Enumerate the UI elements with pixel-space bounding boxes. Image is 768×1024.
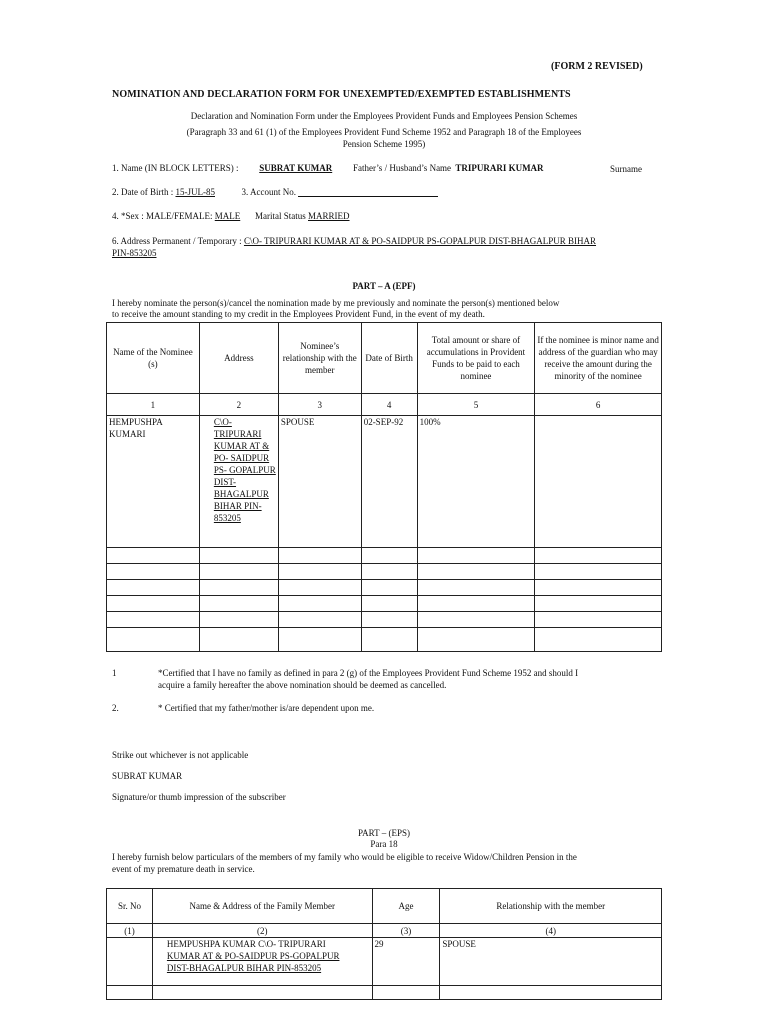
sex-field-row: [112, 211, 350, 221]
father-name-value: TRIPURARI KUMAR: [455, 163, 544, 173]
family-sr-no-cell: [107, 938, 153, 986]
form-paragraph-ref-cont: Pension Scheme 1995): [342, 139, 426, 149]
subscriber-name: SUBRAT KUMAR: [112, 771, 183, 781]
dob-value: 15-JUL-85: [175, 187, 215, 197]
epf-nominee-table: [106, 322, 662, 652]
col-number: 5: [417, 394, 535, 416]
nominee-dob-cell: 02-SEP-92: [361, 416, 417, 548]
nominee-guardian-cell: [535, 416, 662, 548]
family-name-address-line: HEMPUSHPA KUMAR C\O- TRIPURARI: [166, 939, 326, 949]
eps-family-table: [106, 888, 662, 1000]
form-paragraph-ref: (Paragraph 33 and 61 (1) of the Employees Provident Fund Scheme 1952 and Paragraph 18 of the Employees: [186, 127, 582, 137]
account-number-blank: [298, 186, 438, 197]
table-row-empty: [107, 548, 662, 564]
col-header-address: Address: [199, 323, 278, 394]
col-number: (4): [440, 924, 662, 938]
part-a-intro-cont: to receive the amount standing to my credit in the Employees Provident Fund, in the event of my death.: [112, 309, 485, 319]
col-number: 4: [361, 394, 417, 416]
table-row: [107, 416, 662, 548]
table-row-empty: [107, 986, 662, 1000]
form-reference: (FORM 2 REVISED): [551, 61, 643, 72]
name-value: SUBRAT KUMAR: [259, 163, 333, 173]
nominee-relationship-cell: SPOUSE: [278, 416, 361, 548]
col-header-relationship: Nominee’s relationship with the member: [278, 323, 361, 394]
col-number: 1: [107, 394, 200, 416]
address-value: C\O- TRIPURARI KUMAR AT & PO-SAIDPUR PS-GOPALPUR DIST-BHAGALPUR BIHAR: [243, 236, 597, 246]
part-b-para: Para 18: [370, 839, 398, 849]
table-row-empty: [107, 564, 662, 580]
form-subtitle: Declaration and Nomination Form under the Employees Provident Funds and Employees Pension Schemes: [190, 111, 578, 121]
certification-1-text: *Certified that I have no family as defined in para 2 (g) of the Employees Provident Fund Scheme 1952 and should I: [158, 668, 579, 678]
strike-out-note: Strike out whichever is not applicable: [112, 750, 249, 760]
dob-field-row: [112, 186, 438, 197]
part-b-intro-cont: event of my premature death in service.: [112, 864, 255, 874]
part-a-heading: PART – A (EPF): [352, 281, 416, 291]
col-header-age: Age: [372, 889, 440, 924]
form-title: NOMINATION AND DECLARATION FORM FOR UNEXEMPTED/EXEMPTED ESTABLISHMENTS: [112, 89, 571, 100]
nominee-name-cell: HEMPUSHPA KUMARI: [107, 416, 200, 548]
certification-2-text: * Certified that my father/mother is/are dependent upon me.: [158, 703, 375, 713]
column-number-row: [107, 394, 662, 416]
nominee-address-cell: C\O- TRIPURARI KUMAR AT & PO- SAIDPUR PS- GOPALPUR DIST- BHAGALPUR BIHAR PIN- 853205: [199, 416, 278, 548]
col-number: 6: [535, 394, 662, 416]
col-number: (2): [152, 924, 372, 938]
table-row-empty: [107, 580, 662, 596]
address-pin: PIN-853205: [112, 248, 157, 258]
col-header-guardian: If the nominee is minor name and address of the guardian who may receive the amount during the minority of the nominee: [535, 323, 662, 394]
part-a-intro: I hereby nominate the person(s)/cancel the nomination made by me previously and nominate the person(s) mentioned below: [112, 298, 560, 308]
dob-label: 2. Date of Birth :: [112, 187, 174, 197]
col-number: 3: [278, 394, 361, 416]
col-header-relationship: Relationship with the member: [440, 889, 662, 924]
column-number-row: [107, 924, 662, 938]
col-number: (1): [107, 924, 153, 938]
name-label: 1. Name (IN BLOCK LETTERS) :: [112, 163, 239, 173]
part-b-heading: PART – (EPS): [358, 828, 410, 838]
col-header-share: Total amount or share of accumulations in Provident Funds to be paid to each nominee: [417, 323, 535, 394]
family-name-address-line: KUMAR AT & PO-SAIDPUR PS-GOPALPUR: [166, 951, 340, 961]
family-relationship-cell: SPOUSE: [440, 938, 662, 986]
table-row-empty: [107, 596, 662, 612]
surname-label: Surname: [610, 164, 642, 174]
address-label: 6. Address Permanent / Temporary :: [112, 236, 242, 246]
sex-value: MALE: [214, 211, 241, 221]
table-row-empty: [107, 628, 662, 652]
col-header-dob: Date of Birth: [361, 323, 417, 394]
family-age-cell: 29: [372, 938, 440, 986]
certification-1-text-cont: acquire a family hereafter the above nomination should be deemed as cancelled.: [158, 680, 447, 690]
marital-status-label: Marital Status: [255, 211, 306, 221]
nominee-share-cell: 100%: [417, 416, 535, 548]
father-name-label: Father’s / Husband’s Name: [352, 163, 452, 173]
col-header-sr-no: Sr. No: [107, 889, 153, 924]
table-row: [107, 938, 662, 986]
col-number: 2: [199, 394, 278, 416]
certification-2-number: 2.: [112, 703, 119, 713]
family-name-address-line: DIST-BHAGALPUR BIHAR PIN-853205: [166, 963, 322, 973]
col-header-name-address: Name & Address of the Family Member: [152, 889, 372, 924]
part-b-intro: I hereby furnish below particulars of the members of my family who would be eligible to receive Widow/Children Pension in the: [112, 852, 577, 862]
col-header-nominee-name: Name of the Nominee (s): [107, 323, 200, 394]
certification-1-number: 1: [112, 668, 117, 678]
account-label: 3. Account No.: [241, 187, 296, 197]
sex-label: 4. *Sex : MALE/FEMALE:: [112, 211, 213, 221]
col-number: (3): [372, 924, 440, 938]
family-name-address-cell: [152, 938, 372, 986]
table-header-row: [107, 323, 662, 394]
name-field-row: [112, 163, 544, 173]
address-field-row: [112, 236, 596, 246]
marital-status-value: MARRIED: [308, 211, 350, 221]
signature-label: Signature/or thumb impression of the subscriber: [112, 792, 286, 802]
table-row-empty: [107, 612, 662, 628]
table-header-row: [107, 889, 662, 924]
